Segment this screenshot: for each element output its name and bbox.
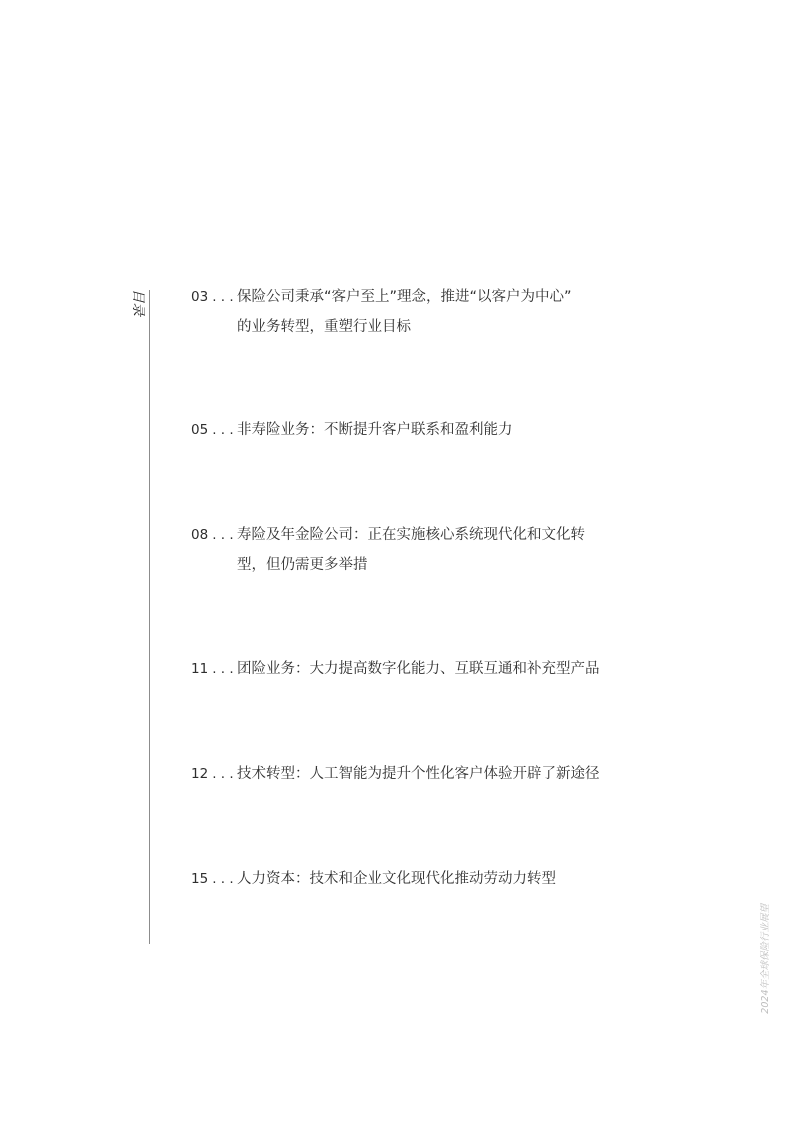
toc-title-line: 技术转型：人工智能为提升个性化客户体验开辟了新途径 (237, 766, 600, 782)
toc-title (237, 864, 556, 894)
toc-title (237, 415, 513, 445)
toc-leader-dots: . . . (212, 527, 234, 543)
toc-leader-dots: . . . (212, 661, 234, 677)
toc-divider-rule (149, 290, 150, 944)
toc-leader-dots: . . . (212, 766, 234, 782)
toc-prefix (191, 864, 237, 894)
toc-prefix (191, 415, 237, 445)
toc-title-line: 非寿险业务：不断提升客户联系和盈利能力 (237, 422, 513, 438)
toc-page-number: 11 (191, 661, 209, 677)
toc-title (237, 759, 600, 789)
toc-title-line: 寿险及年金险公司：正在实施核心系统现代化和文化转 (237, 527, 585, 543)
toc-title-line: 的业务转型，重塑行业目标 (237, 319, 411, 335)
toc-heading: 目录 (130, 289, 146, 316)
toc-entry-page-12[interactable] (191, 759, 600, 789)
toc-entry-page-11[interactable] (191, 654, 600, 684)
toc-prefix (191, 520, 237, 550)
toc-leader-dots: . . . (212, 422, 234, 438)
toc-title (237, 654, 600, 684)
toc-page-number: 03 (191, 289, 209, 305)
toc-title-line: 保险公司秉承“客户至上”理念，推进“以客户为中心” (237, 289, 572, 305)
toc-page-number: 12 (191, 766, 209, 782)
toc-page-number: 05 (191, 422, 209, 438)
toc-leader-dots: . . . (212, 871, 234, 887)
toc-page-number: 15 (191, 871, 209, 887)
toc-entry-page-08[interactable] (191, 520, 585, 580)
toc-prefix (191, 759, 237, 789)
toc-title (237, 282, 572, 342)
toc-page-number: 08 (191, 527, 209, 543)
toc-entry-page-03[interactable] (191, 282, 572, 342)
toc-title (237, 520, 585, 580)
toc-title-line: 团险业务：大力提高数字化能力、互联互通和补充型产品 (237, 661, 600, 677)
toc-prefix (191, 654, 237, 684)
toc-title-line: 人力资本：技术和企业文化现代化推动劳动力转型 (237, 871, 556, 887)
toc-title-line: 型，但仍需更多举措 (237, 557, 368, 573)
toc-entry-page-05[interactable] (191, 415, 513, 445)
toc-entry-page-15[interactable] (191, 864, 556, 894)
toc-prefix (191, 282, 237, 312)
toc-leader-dots: . . . (212, 289, 234, 305)
report-title-footer: 2024年全球保险行业展望 (760, 904, 771, 1014)
